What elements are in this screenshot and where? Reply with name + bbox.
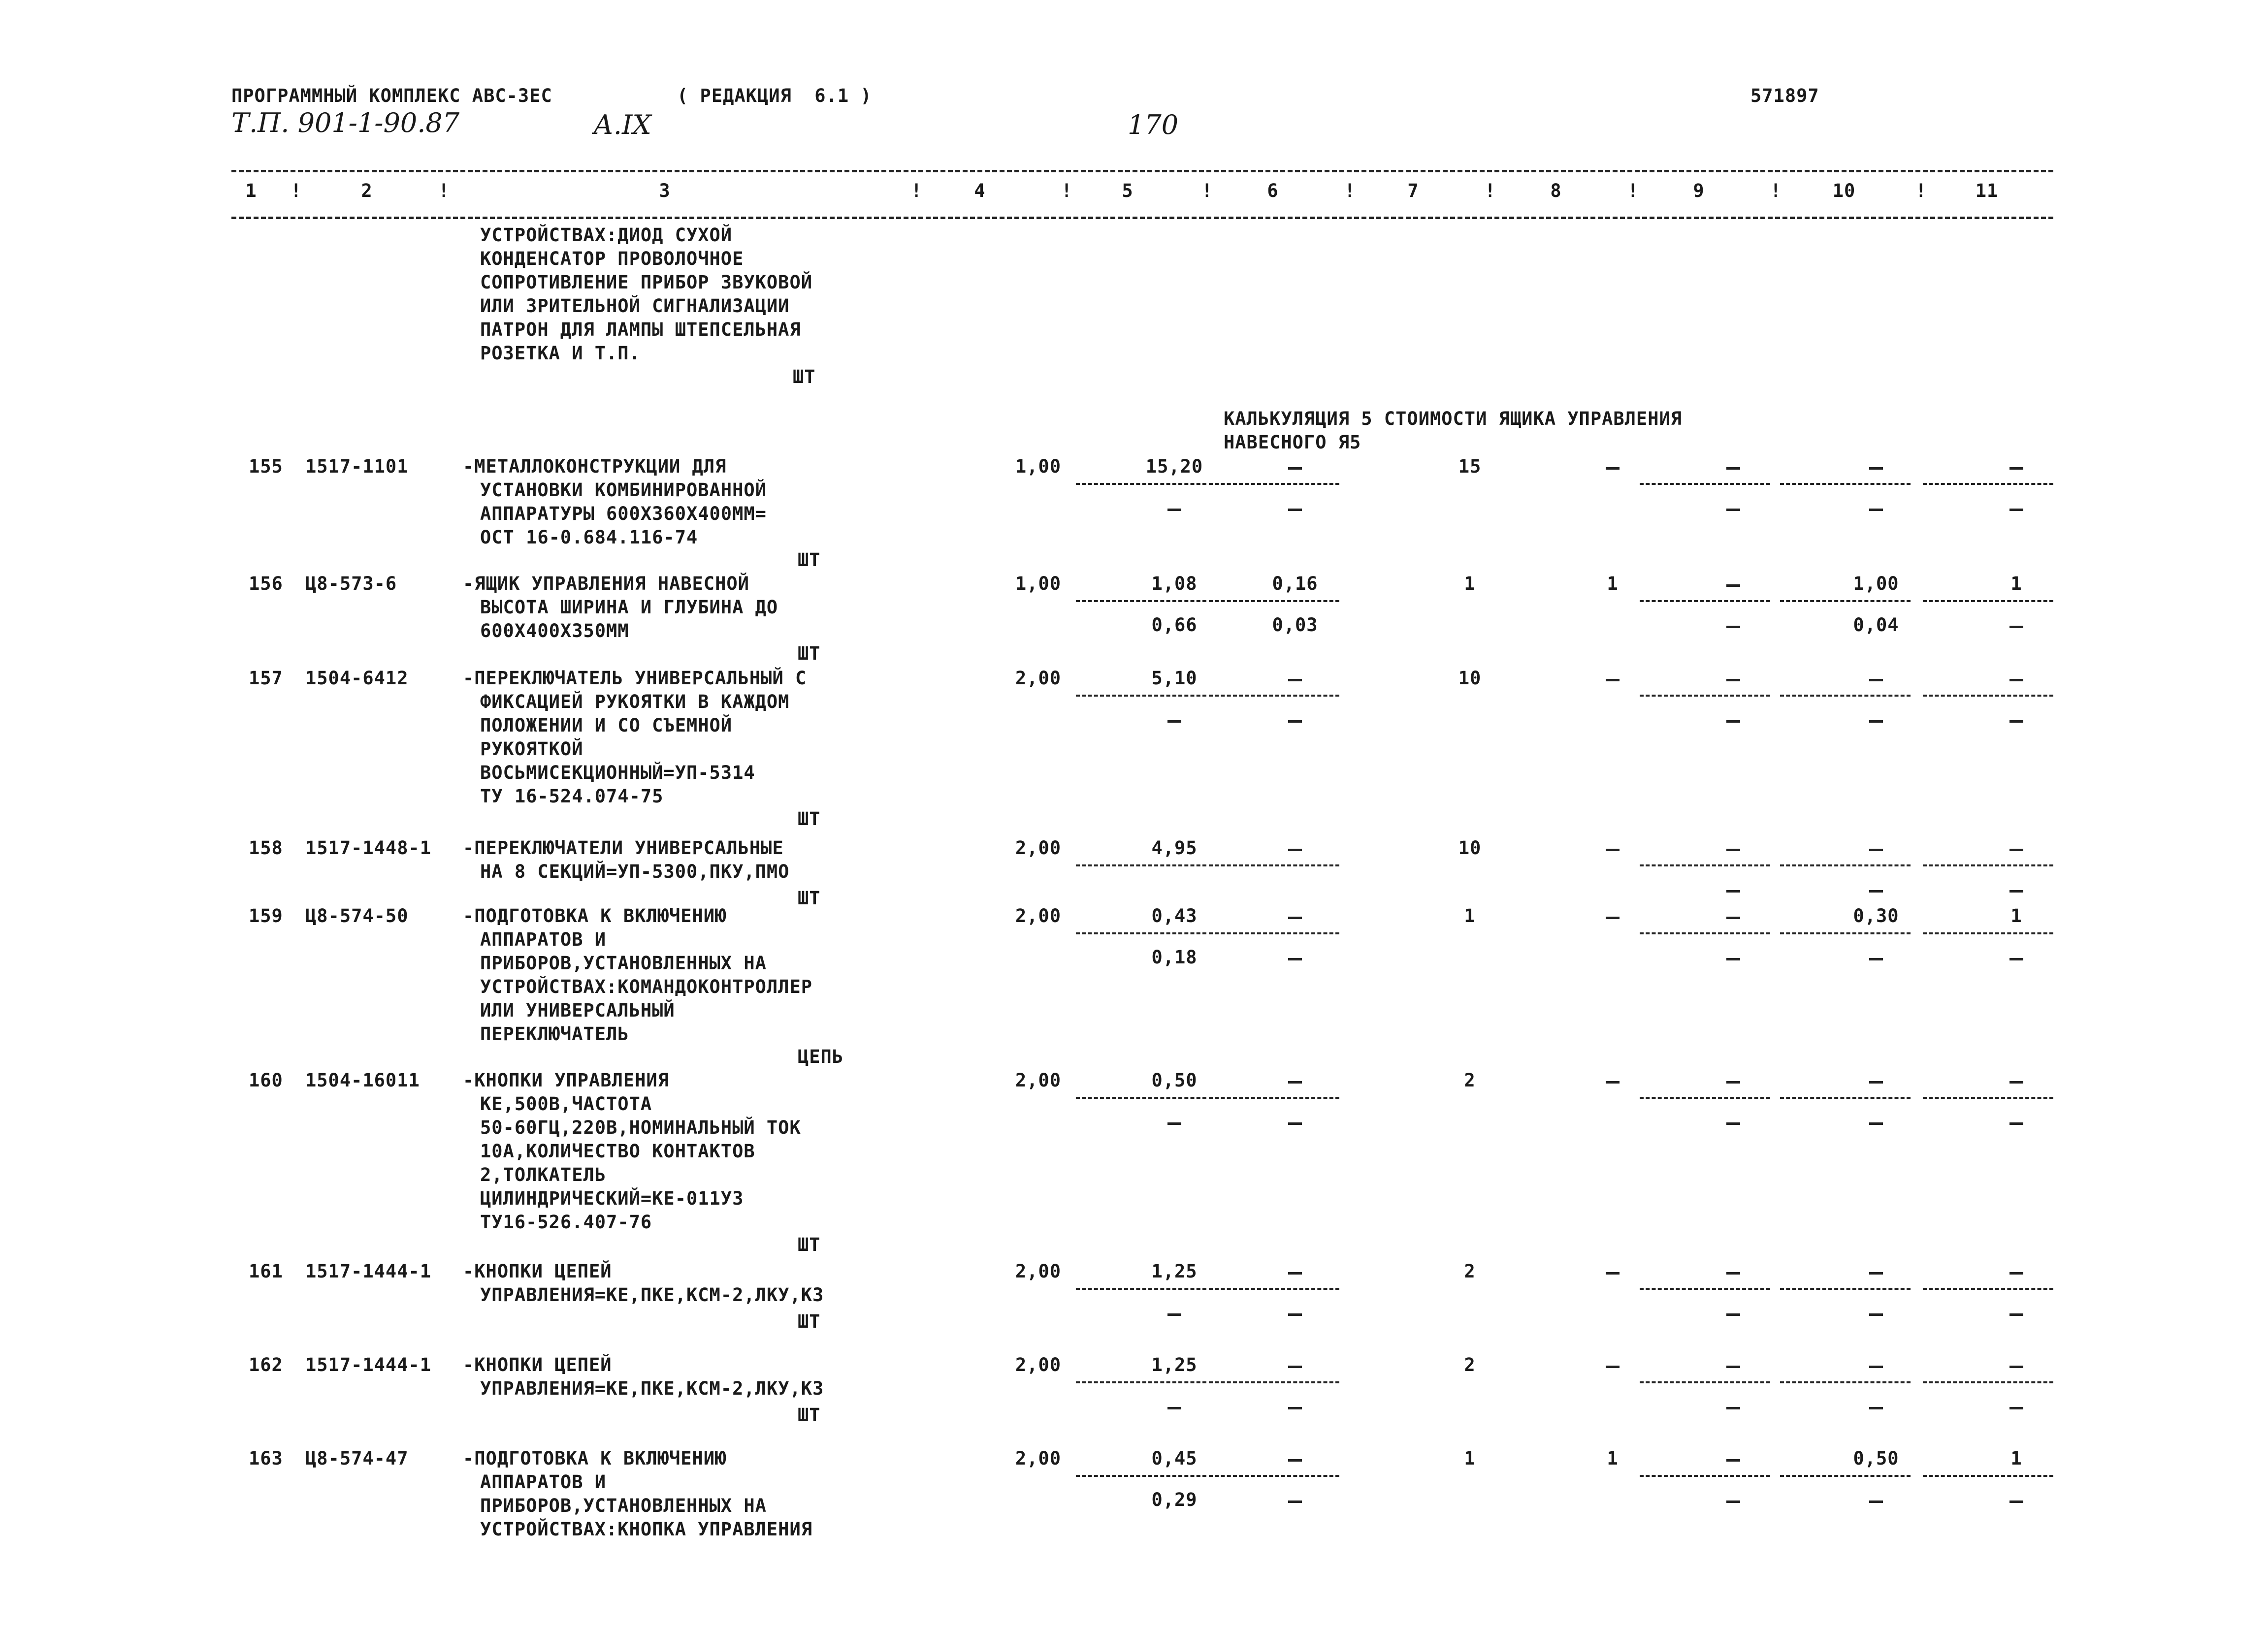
row-col7: 2	[1464, 1070, 1476, 1091]
row-divider-c9	[1640, 1288, 1770, 1290]
row-price: 0,50	[1151, 1070, 1198, 1091]
row-col9-sub-dash	[1726, 890, 1740, 893]
row-divider-c5	[1076, 695, 1206, 697]
row-divider-c11	[1923, 1097, 2053, 1099]
row-col10: 0,50	[1853, 1448, 1899, 1469]
row-col8-dash	[1606, 1081, 1620, 1084]
column-separator: !	[1344, 180, 1356, 201]
row-price: 0,43	[1151, 905, 1198, 926]
row-col9-dash	[1726, 467, 1740, 470]
row-price-machine-dash	[1288, 849, 1302, 851]
row-price-machine-dash	[1288, 1366, 1302, 1368]
row-col10-sub-dash	[1869, 1313, 1883, 1316]
row-divider-c11	[1923, 1288, 2053, 1290]
row-col10-sub-dash	[1869, 1407, 1883, 1409]
row-description: РУКОЯТКОЙ	[480, 738, 583, 760]
row-description: -ЯЩИК УПРАВЛЕНИЯ НАВЕСНОЙ	[463, 573, 749, 594]
row-divider-c5	[1076, 600, 1206, 602]
column-header-5: 5	[1122, 180, 1134, 201]
row-col9-dash	[1726, 1366, 1740, 1368]
row-price-labor-dash	[1167, 1313, 1181, 1316]
row-number: 160	[249, 1070, 283, 1091]
row-description: 50-60ГЦ,220В,НОМИНАЛЬНЫЙ ТОК	[480, 1117, 801, 1138]
row-col7: 15	[1458, 456, 1482, 477]
row-unit: ШТ	[798, 1234, 821, 1255]
row-col9-sub-dash	[1726, 1500, 1740, 1503]
row-divider-c9	[1640, 695, 1770, 697]
row-quantity: 1,00	[1015, 456, 1061, 477]
column-separator: !	[291, 180, 302, 201]
row-description: -КНОПКИ ЦЕПЕЙ	[463, 1261, 612, 1282]
row-description: ЦИЛИНДРИЧЕСКИЙ=КЕ-011У3	[480, 1188, 744, 1209]
row-quantity: 2,00	[1015, 1354, 1061, 1375]
row-price: 1,25	[1151, 1354, 1198, 1375]
continuation-line: СОПРОТИВЛЕНИЕ ПРИБОР ЗВУКОВОЙ	[480, 272, 813, 293]
row-col7: 1	[1464, 905, 1476, 926]
row-col9-dash	[1726, 917, 1740, 919]
row-number: 156	[249, 573, 283, 594]
row-col11-sub-dash	[2009, 1313, 2023, 1316]
row-code: 1504-6412	[305, 668, 409, 689]
row-divider-c9	[1640, 932, 1770, 934]
row-quantity: 2,00	[1015, 668, 1061, 689]
row-price-wage-dash	[1288, 1122, 1302, 1125]
row-divider-c10	[1780, 864, 1911, 866]
row-description: -ПЕРЕКЛЮЧАТЕЛЬ УНИВЕРСАЛЬНЫЙ С	[463, 668, 807, 689]
continuation-line: ИЛИ ЗРИТЕЛЬНОЙ СИГНАЛИЗАЦИИ	[480, 295, 790, 317]
row-col11-sub-dash	[2009, 1122, 2023, 1125]
row-col8-dash	[1606, 1366, 1620, 1368]
row-code: Ц8-574-50	[305, 905, 409, 926]
row-divider-c10	[1780, 932, 1911, 934]
row-col10-sub-dash	[1869, 509, 1883, 511]
row-col7: 10	[1458, 837, 1482, 859]
row-col9-sub-dash	[1726, 958, 1740, 960]
row-divider-c6	[1209, 483, 1339, 485]
row-col7: 2	[1464, 1261, 1476, 1282]
row-code: 1517-1101	[305, 456, 409, 477]
row-divider-c6	[1209, 1097, 1339, 1099]
row-unit: ШТ	[798, 1405, 821, 1426]
continuation-line: УСТРОЙСТВАХ:ДИОД СУХОЙ	[480, 224, 733, 246]
program-title: ПРОГРАММНЫЙ КОМПЛЕКС АВС-3ЕС	[231, 85, 552, 106]
row-col11-sub-dash	[2009, 509, 2023, 511]
row-price: 15,20	[1145, 456, 1203, 477]
row-unit: ШТ	[798, 808, 821, 830]
row-divider-c6	[1209, 695, 1339, 697]
row-number: 157	[249, 668, 283, 689]
row-description: ТУ 16-524.074-75	[480, 786, 664, 807]
row-description: ВОСЬМИСЕКЦИОННЫЙ=УП-5314	[480, 762, 755, 783]
row-col8-dash	[1606, 679, 1620, 681]
column-header-8: 8	[1550, 180, 1562, 201]
row-price-machine-dash	[1288, 1272, 1302, 1275]
row-divider-c11	[1923, 1475, 2053, 1477]
row-description: КЕ,500В,ЧАСТОТА	[480, 1093, 652, 1115]
row-col11-sub-dash	[2009, 720, 2023, 723]
continuation-unit: ШТ	[793, 366, 816, 387]
row-description: ФИКСАЦИЕЙ РУКОЯТКИ В КАЖДОМ	[480, 691, 790, 712]
row-divider-c11	[1923, 695, 2053, 697]
row-col11-dash	[2009, 849, 2023, 851]
row-price-wage-dash	[1288, 720, 1302, 723]
column-header-4: 4	[974, 180, 986, 201]
column-header-6: 6	[1267, 180, 1279, 201]
row-col11: 1	[2010, 573, 2022, 594]
row-quantity: 2,00	[1015, 1448, 1061, 1469]
row-col9-sub-dash	[1726, 1122, 1740, 1125]
row-description: 2,ТОЛКАТЕЛЬ	[480, 1164, 607, 1185]
row-divider-c11	[1923, 864, 2053, 866]
row-price-labor-dash	[1167, 1122, 1181, 1125]
row-col7: 1	[1464, 1448, 1476, 1469]
row-unit: ЦЕПЬ	[798, 1046, 844, 1067]
row-col10: 0,30	[1853, 905, 1899, 926]
row-divider-c6	[1209, 1381, 1339, 1383]
row-divider-c6	[1209, 1475, 1339, 1477]
row-price: 1,25	[1151, 1261, 1198, 1282]
row-divider-c9	[1640, 600, 1770, 602]
row-price: 5,10	[1151, 668, 1198, 689]
row-col11-dash	[2009, 1081, 2023, 1084]
row-col11-dash	[2009, 467, 2023, 470]
row-description: ПЕРЕКЛЮЧАТЕЛЬ	[480, 1023, 629, 1045]
row-divider-c6	[1209, 600, 1339, 602]
row-description: УСТРОЙСТВАХ:КНОПКА УПРАВЛЕНИЯ	[480, 1519, 813, 1540]
row-col10-dash	[1869, 1081, 1883, 1084]
row-price-wage-dash	[1288, 1500, 1302, 1503]
row-divider-c10	[1780, 483, 1911, 485]
row-divider-c10	[1780, 695, 1911, 697]
row-description: ТУ16-526.407-76	[480, 1212, 652, 1233]
row-price-machine-dash	[1288, 1081, 1302, 1084]
row-description: -МЕТАЛЛОКОНСТРУКЦИИ ДЛЯ	[463, 456, 727, 477]
row-quantity: 2,00	[1015, 1070, 1061, 1091]
row-price-machine-dash	[1288, 467, 1302, 470]
row-col9-sub-dash	[1726, 626, 1740, 628]
row-divider-c10	[1780, 1475, 1911, 1477]
row-col10-dash	[1869, 467, 1883, 470]
row-col10-sub-dash	[1869, 720, 1883, 723]
row-quantity: 2,00	[1015, 905, 1061, 926]
row-divider-c11	[1923, 1381, 2053, 1383]
row-col10-dash	[1869, 1366, 1883, 1368]
row-description: ОСТ 16-0.684.116-74	[480, 527, 698, 548]
row-quantity: 1,00	[1015, 573, 1061, 594]
row-description: -ПОДГОТОВКА К ВКЛЮЧЕНИЮ	[463, 905, 727, 926]
row-col11-dash	[2009, 1366, 2023, 1368]
row-number: 155	[249, 456, 283, 477]
row-description: ИЛИ УНИВЕРСАЛЬНЫЙ	[480, 1000, 675, 1021]
row-number: 158	[249, 837, 283, 859]
row-divider-c10	[1780, 1288, 1911, 1290]
row-quantity: 2,00	[1015, 1261, 1061, 1282]
row-divider-c9	[1640, 483, 1770, 485]
row-unit: ШТ	[798, 643, 821, 664]
row-col9-dash	[1726, 849, 1740, 851]
row-col11-sub-dash	[2009, 958, 2023, 960]
row-description: АППАРАТОВ И	[480, 1471, 607, 1493]
row-col10-sub-dash	[1869, 1500, 1883, 1503]
row-divider-c5	[1076, 1288, 1206, 1290]
row-description: УПРАВЛЕНИЯ=КЕ,ПКЕ,КСМ-2,ЛКУ,КЗ	[480, 1378, 824, 1399]
row-divider-c5	[1076, 1381, 1206, 1383]
row-col11-dash	[2009, 679, 2023, 681]
continuation-line: КОНДЕНСАТОР ПРОВОЛОЧНОЕ	[480, 248, 744, 269]
row-code: 1517-1444-1	[305, 1261, 432, 1282]
calculation-title-line2: НАВЕСНОГО Я5	[1224, 432, 1361, 453]
handwritten-page-number: 170	[1128, 109, 1179, 140]
row-description: 600Х400Х350ММ	[480, 620, 629, 641]
row-description: ПРИБОРОВ,УСТАНОВЛЕННЫХ НА	[480, 953, 767, 974]
row-divider-c5	[1076, 864, 1206, 866]
row-description: -КНОПКИ УПРАВЛЕНИЯ	[463, 1070, 669, 1091]
column-separator: !	[1627, 180, 1639, 201]
edition-label: ( РЕДАКЦИЯ 6.1 )	[677, 85, 872, 106]
column-header-10: 10	[1832, 180, 1856, 201]
row-price-labor: 0,18	[1151, 947, 1198, 968]
row-description: АППАРАТОВ И	[480, 929, 607, 950]
document-number: 571897	[1750, 85, 1819, 106]
row-description: ВЫСОТА ШИРИНА И ГЛУБИНА ДО	[480, 597, 778, 618]
row-col10-sub: 0,04	[1853, 614, 1899, 636]
row-description: ПРИБОРОВ,УСТАНОВЛЕННЫХ НА	[480, 1495, 767, 1516]
row-price-wage-dash	[1288, 958, 1302, 960]
column-separator: !	[911, 180, 923, 201]
row-price-labor-dash	[1167, 720, 1181, 723]
row-col10-dash	[1869, 849, 1883, 851]
row-description: УПРАВЛЕНИЯ=КЕ,ПКЕ,КСМ-2,ЛКУ,КЗ	[480, 1284, 824, 1306]
column-separator: !	[438, 180, 450, 201]
column-header-7: 7	[1407, 180, 1419, 201]
row-col11-sub-dash	[2009, 626, 2023, 628]
row-col9-dash	[1726, 584, 1740, 587]
row-price-wage-dash	[1288, 1407, 1302, 1409]
row-price-machine: 0,16	[1272, 573, 1318, 594]
row-description: УСТАНОВКИ КОМБИНИРОВАННОЙ	[480, 479, 767, 501]
row-divider-c5	[1076, 932, 1206, 934]
row-price: 4,95	[1151, 837, 1198, 859]
column-separator: !	[1485, 180, 1496, 201]
row-number: 159	[249, 905, 283, 926]
header-top-rule	[231, 170, 2053, 172]
row-description: -ПЕРЕКЛЮЧАТЕЛИ УНИВЕРСАЛЬНЫЕ	[463, 837, 784, 859]
row-code: 1517-1444-1	[305, 1354, 432, 1375]
column-separator: !	[1915, 180, 1927, 201]
row-unit: ШТ	[798, 888, 821, 909]
row-col8-dash	[1606, 1272, 1620, 1275]
row-number: 161	[249, 1261, 283, 1282]
column-separator: !	[1201, 180, 1213, 201]
row-col9-dash	[1726, 1459, 1740, 1462]
row-col11: 1	[2010, 905, 2022, 926]
row-col11: 1	[2010, 1448, 2022, 1469]
row-col8-dash	[1606, 467, 1620, 470]
row-divider-c11	[1923, 932, 2053, 934]
row-price-machine-dash	[1288, 917, 1302, 919]
row-col9-dash	[1726, 679, 1740, 681]
row-divider-c5	[1076, 1475, 1206, 1477]
row-divider-c5	[1076, 483, 1206, 485]
row-col10-sub-dash	[1869, 1122, 1883, 1125]
row-description: УСТРОЙСТВАХ:КОМАНДОКОНТРОЛЛЕР	[480, 976, 813, 997]
row-price: 1,08	[1151, 573, 1198, 594]
row-col8-dash	[1606, 849, 1620, 851]
row-col8: 1	[1607, 573, 1619, 594]
row-col9-dash	[1726, 1081, 1740, 1084]
continuation-line: ПАТРОН ДЛЯ ЛАМПЫ ШТЕПСЕЛЬНАЯ	[480, 319, 801, 340]
row-number: 162	[249, 1354, 283, 1375]
calculation-title-line1: КАЛЬКУЛЯЦИЯ 5 СТОИМОСТИ ЯЩИКА УПРАВЛЕНИЯ	[1224, 408, 1683, 429]
column-header-11: 11	[1975, 180, 1999, 201]
row-price-wage-dash	[1288, 509, 1302, 511]
row-number: 163	[249, 1448, 283, 1469]
row-col7: 2	[1464, 1354, 1476, 1375]
row-col9-sub-dash	[1726, 509, 1740, 511]
row-price-machine-dash	[1288, 679, 1302, 681]
row-description: -ПОДГОТОВКА К ВКЛЮЧЕНИЮ	[463, 1448, 727, 1469]
row-code: 1517-1448-1	[305, 837, 432, 859]
row-col9-sub-dash	[1726, 1407, 1740, 1409]
row-col9-sub-dash	[1726, 720, 1740, 723]
header-bottom-rule	[231, 217, 2053, 219]
row-price-machine-dash	[1288, 1459, 1302, 1462]
row-col11-sub-dash	[2009, 1407, 2023, 1409]
row-divider-c10	[1780, 600, 1911, 602]
row-price-labor-dash	[1167, 509, 1181, 511]
row-description: АППАРАТУРЫ 600Х360Х400ММ=	[480, 503, 767, 524]
column-header-1: 1	[245, 180, 257, 201]
column-header-9: 9	[1693, 180, 1705, 201]
row-col7: 10	[1458, 668, 1482, 689]
column-separator: !	[1061, 180, 1073, 201]
row-divider-c6	[1209, 932, 1339, 934]
row-divider-c10	[1780, 1381, 1911, 1383]
column-header-2: 2	[361, 180, 373, 201]
row-col10-sub-dash	[1869, 958, 1883, 960]
row-divider-c6	[1209, 1288, 1339, 1290]
row-col8-dash	[1606, 917, 1620, 919]
column-header-3: 3	[659, 180, 671, 201]
row-code: Ц8-574-47	[305, 1448, 409, 1469]
row-unit: ШТ	[798, 549, 821, 571]
row-unit: ШТ	[798, 1311, 821, 1332]
row-col9-dash	[1726, 1272, 1740, 1275]
row-price-labor: 0,29	[1151, 1489, 1198, 1510]
row-col7: 1	[1464, 573, 1476, 594]
row-divider-c5	[1076, 1097, 1206, 1099]
row-price-labor: 0,66	[1151, 614, 1198, 636]
row-divider-c9	[1640, 1381, 1770, 1383]
row-col9-sub-dash	[1726, 1313, 1740, 1316]
row-description: -КНОПКИ ЦЕПЕЙ	[463, 1354, 612, 1375]
row-col10-dash	[1869, 1272, 1883, 1275]
continuation-line: РОЗЕТКА И Т.П.	[480, 343, 641, 364]
row-col10-dash	[1869, 679, 1883, 681]
row-divider-c11	[1923, 483, 2053, 485]
row-divider-c9	[1640, 1097, 1770, 1099]
row-divider-c9	[1640, 1475, 1770, 1477]
row-price-wage: 0,03	[1272, 614, 1318, 636]
row-col10-sub-dash	[1869, 890, 1883, 893]
row-code: Ц8-573-6	[305, 573, 397, 594]
column-separator: !	[1770, 180, 1782, 201]
row-price-wage-dash	[1288, 1313, 1302, 1316]
row-price: 0,45	[1151, 1448, 1198, 1469]
row-description: НА 8 СЕКЦИЙ=УП-5300,ПКУ,ПМО	[480, 861, 790, 882]
row-col11-sub-dash	[2009, 890, 2023, 893]
row-divider-c9	[1640, 864, 1770, 866]
row-code: 1504-16011	[305, 1070, 420, 1091]
row-description: 10А,КОЛИЧЕСТВО КОНТАКТОВ	[480, 1141, 755, 1162]
handwritten-album: А.IХ	[593, 109, 651, 140]
row-divider-c6	[1209, 864, 1339, 866]
handwritten-project-code: Т.П. 901-1-90.87	[231, 107, 460, 138]
row-divider-c10	[1780, 1097, 1911, 1099]
row-col11-dash	[2009, 1272, 2023, 1275]
row-col10: 1,00	[1853, 573, 1899, 594]
row-col8: 1	[1607, 1448, 1619, 1469]
row-description: ПОЛОЖЕНИИ И СО СЪЕМНОЙ	[480, 715, 733, 736]
row-price-labor-dash	[1167, 1407, 1181, 1409]
row-quantity: 2,00	[1015, 837, 1061, 859]
row-col11-sub-dash	[2009, 1500, 2023, 1503]
row-divider-c11	[1923, 600, 2053, 602]
